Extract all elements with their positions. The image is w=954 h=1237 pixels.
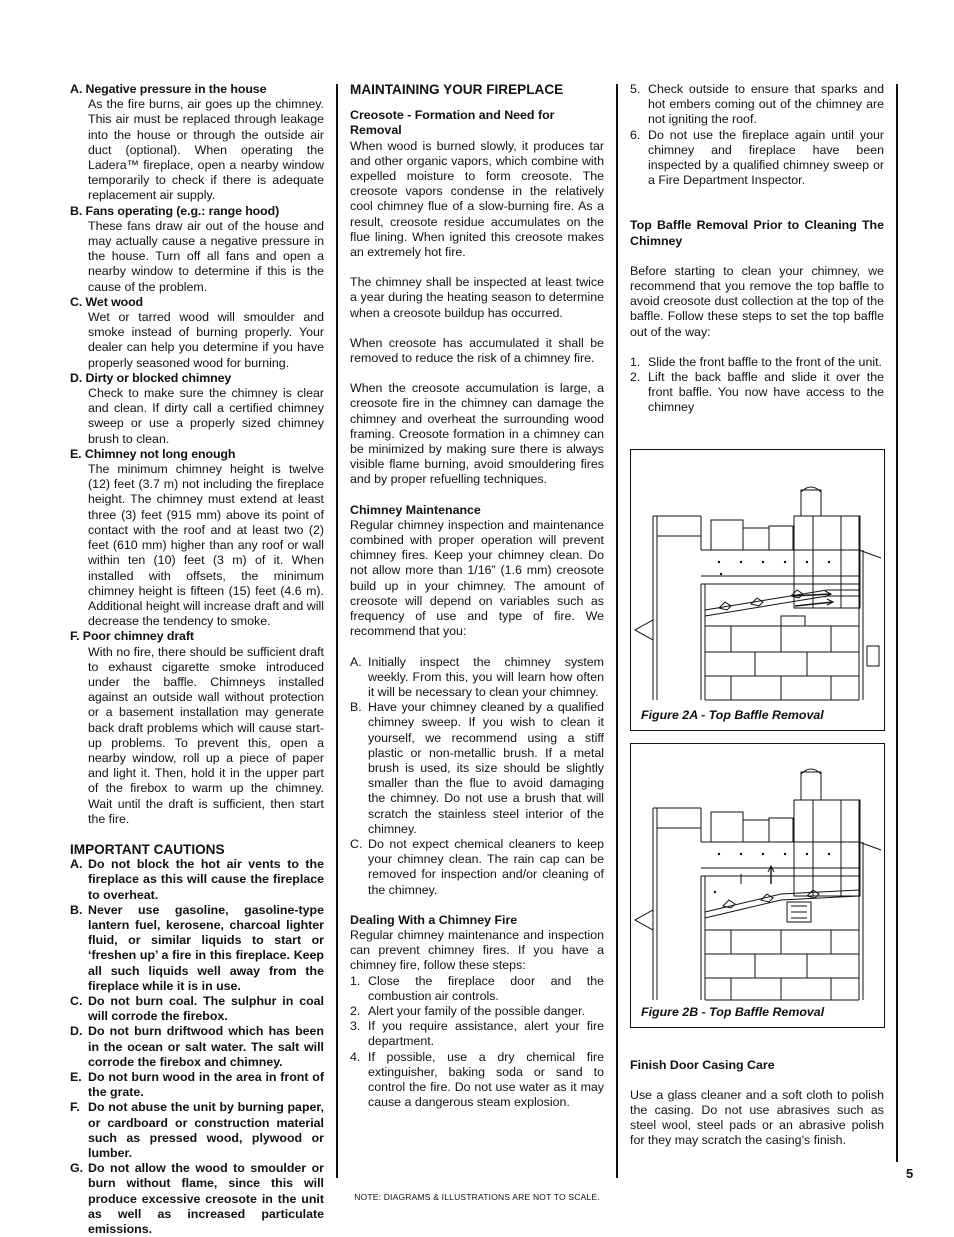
- caution-item: E. Do not burn wood in the area in front of the grate.: [70, 1070, 324, 1100]
- maintenance-heading: Chimney Maintenance: [350, 502, 481, 517]
- chimney-fire-steps-continued: [630, 82, 884, 188]
- cause-item: C. Wet wood Wet or tarred wood will smoulder and smoke instead of burning properly. Your dealer can help you determine if you have properly seasoned wood for burning.: [70, 294, 324, 370]
- list-item: 1. Slide the front baffle to the front of the unit.: [630, 354, 882, 369]
- column-divider: [336, 84, 338, 1178]
- paragraph: When creosote has accumulated it shall be removed to reduce the risk of a chimney fire.: [350, 335, 604, 366]
- page-number: 5: [906, 1166, 914, 1181]
- paragraph: Regular chimney inspection and maintenance combined with proper operation will prevent chimney fires. Keep your chimney clean. Do not allow more than 1/16” (1.6 mm) creosote build up in your chimney. The amount of creosote will depend on variables such as frequency of use and type of fire. We recommend that you:: [350, 517, 604, 639]
- caution-item: C. Do not burn coal. The sulphur in coal will corrode the firebox.: [70, 993, 324, 1024]
- footer-note: NOTE: DIAGRAMS & ILLUSTRATIONS ARE NOT TO SCALE.: [354, 1192, 600, 1202]
- smoke-causes-list: [70, 82, 324, 827]
- section-title: MAINTAINING YOUR FIREPLACE: [350, 82, 564, 97]
- list-item: 3. If you require assistance, alert your fire department.: [350, 1019, 604, 1049]
- baffle-diagram-a: [631, 450, 884, 730]
- cause-item: B. Fans operating (e.g.: range hood) These fans draw air out of the house and may actually cause a negative pressure in the house. Turn off all fans and open a nearby window to determine if this is the cause of the problem.: [70, 203, 324, 294]
- paragraph: When wood is burned slowly, it produces tar and other organic vapors, which combine with expelled moisture to form creosote. The creosote vapors condense in the relatively cool chimney flue of a slow-burning fire. As a result, creosote residue accumulates on the flue lining. When ignited this creosote makes an extremely hot fire.: [350, 138, 604, 260]
- chimney-fire-steps: [350, 974, 604, 1111]
- caution-item: F. Do not abuse the unit by burning paper, or cardboard or construction material such as pressed wood, plywood or lumber.: [70, 1100, 324, 1161]
- column-divider: [896, 84, 898, 1162]
- figure-caption: Figure 2A - Top Baffle Removal: [641, 708, 824, 722]
- cause-item: D. Dirty or blocked chimney Check to make sure the chimney is clear and clean. If dirty call a certified chimney sweep or use a properly sized chimney brush to clean.: [70, 370, 324, 446]
- paragraph: Regular chimney maintenance and inspection can prevent chimney fires. If you have a chimney fire, follow these steps:: [350, 927, 604, 973]
- caution-item: D. Do not burn driftwood which has been in the ocean or salt water. The salt will corrode the firebox and chimney.: [70, 1024, 324, 1069]
- figure-2a: [630, 449, 885, 731]
- caution-item: G. Do not allow the wood to smoulder or burn without flame, since this will produce excessive creosote in the unit as well as increased particulate emissions.: [70, 1161, 324, 1237]
- baffle-removal-steps: [630, 355, 884, 416]
- chimney-fire-heading: Dealing With a Chimney Fire: [350, 912, 518, 927]
- cautions-heading: IMPORTANT CAUTIONS: [70, 841, 225, 857]
- list-item: 2. Alert your family of the possible danger.: [350, 1003, 585, 1018]
- paragraph: When the creosote accumulation is large, a creosote fire in the chimney can damage the chimney and overheat the surrounding wood framing. Creosote formation in a chimney can be minimized by making sure there is always visible flame burning, avoid smouldering fires and by proper refuelling techniques.: [350, 381, 604, 487]
- caution-item: B. Never use gasoline, gasoline-type lantern fuel, kerosene, charcoal lighter fluid, or similar liquids to start or ‘freshen up’ a fire in this fireplace. Keep all such liquids well away from the fireplace while it is in use.: [70, 902, 324, 993]
- casing-care-heading: Finish Door Casing Care: [630, 1057, 775, 1072]
- list-item: C. Do not expect chemical cleaners to keep your chimney clean. The rain cap can be removed for inspection and/or cleaning of the chimney.: [350, 836, 604, 897]
- column-middle: [350, 82, 604, 1110]
- list-item: B. Have your chimney cleaned by a qualified chimney sweep. If you wish to clean it yourself, we recommend using a stiff plastic or non-metallic brush. If a metal brush is used, its size should be slightly smaller than the flue to avoid damaging the chimney. Do not use a brush that will scratch the stainless steel interior of the chimney.: [350, 700, 604, 836]
- maintenance-list: [350, 655, 604, 898]
- caution-item: A. Do not block the hot air vents to the fireplace as this will cause the fireplace to overheat.: [70, 857, 324, 902]
- figure-caption: Figure 2B - Top Baffle Removal: [641, 1005, 825, 1019]
- list-item: 2. Lift the back baffle and slide it over the front baffle. You now have access to the chimney: [630, 370, 884, 415]
- paragraph: Use a glass cleaner and a soft cloth to polish the casing. Do not use abrasives such as steel wool, steel pads or an abrasive polish for they may scratch the casing’s finish.: [630, 1087, 884, 1148]
- creosote-heading: Creosote - Formation and Need for Removal: [350, 108, 555, 138]
- figure-2b: [630, 743, 885, 1028]
- baffle-removal-heading: Top Baffle Removal Prior to Cleaning The Chimney: [630, 218, 884, 248]
- baffle-diagram-b: [631, 744, 884, 1027]
- cautions-list: [70, 857, 324, 1237]
- list-item: 6. Do not use the fireplace again until your chimney and fireplace have been inspected by a qualified chimney sweep or a Fire Department Inspector.: [630, 127, 884, 188]
- list-item: 5. Check outside to ensure that sparks and hot embers coming out of the chimney are not igniting the roof.: [630, 82, 884, 127]
- list-item: 1. Close the fireplace door and the combustion air controls.: [350, 973, 604, 1003]
- cause-item: E. Chimney not long enough The minimum chimney height is twelve (12) feet (3.7 m) not including the fireplace height. The chimney must extend at least three (3) feet (915 mm) above its point of contact with the roof and at least two (2) feet (610 mm) higher than any roof or wall within ten (10) feet (3 m) of it. When installed with offsets, the minimum chimney height is fifteen (15) feet (4.6 m). Additional height will increase draft and will decrease the tendency to smoke.: [70, 446, 324, 629]
- cause-item: A. Negative pressure in the house As the fire burns, air goes up the chimney. This air must be replaced through leakage into the house or through the outside air duct (optional). When operating the Ladera™ fireplace, open a nearby window temporarily to check if there is adequate replacement air supply.: [70, 82, 324, 203]
- list-item: A. Initially inspect the chimney system weekly. From this, you will learn how often it will be necessary to clean your chimney.: [350, 654, 604, 699]
- cause-item: F. Poor chimney draft With no fire, there should be sufficient draft to exhaust cigarette smoke introduced under the baffle. Chimneys installed against an outside wall without protection or a basement installation may generate back draft problems which will cause start-up problems. To prevent this, open a nearby window, roll up a piece of paper and light it. Then, hold it in the upper part of the firebox to warm up the chimney. Wait until the draft is sufficient, then start the fire.: [70, 629, 324, 826]
- column-left: [70, 82, 324, 1237]
- paragraph: The chimney shall be inspected at least twice a year during the heating season to determine when a creosote buildup has occurred.: [350, 275, 604, 320]
- list-item: 4. If possible, use a dry chemical fire extinguisher, baking soda or sand to control the fire. Do not use water as it may cause a dangerous steam explosion.: [350, 1049, 604, 1110]
- column-divider: [616, 84, 618, 1178]
- paragraph: Before starting to clean your chimney, we recommend that you remove the top baffle to avoid creosote dust collection at the top of the baffle. Follow these steps to set the top baffle out of the way:: [630, 263, 884, 339]
